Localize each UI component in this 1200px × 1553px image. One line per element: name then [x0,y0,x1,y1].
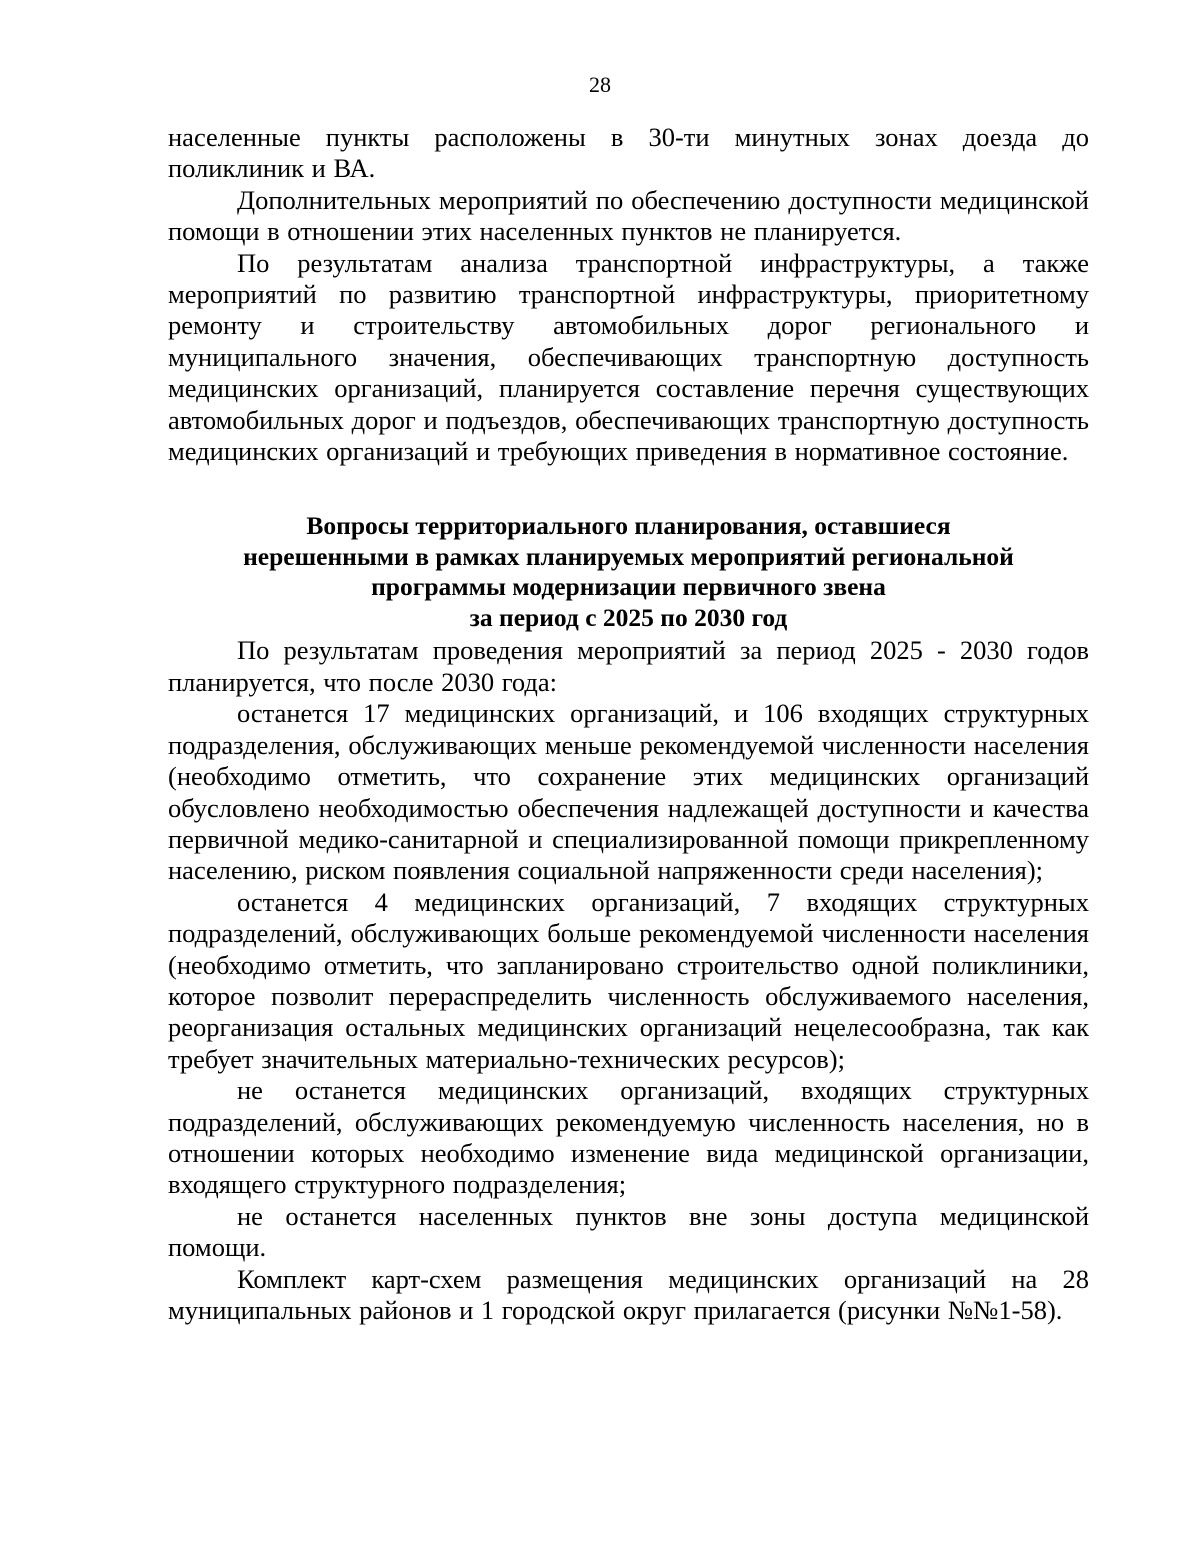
section-heading-line: Вопросы территориального планирования, оставшиеся [306,511,951,541]
paragraph-transport-analysis: По результатам анализа транспортной инфраструктуры, а также мероприятий по развитию транспортной инфраструктуры, приоритетному ремонту и строительству автомобильных дорог регионального и муниципального значения, обеспечивающих транспортную доступность медицинских организаций, планируется составление перечня существующих автомобильных дорог и подъездов, обеспечивающих транспортную доступность медицинских организаций и требующих приведения в нормативное состояние. [168,247,1089,467]
section-heading-line: нерешенными в рамках планируемых мероприятий региональной [243,541,1014,571]
paragraph-settlements-zones: населенные пункты расположены в 30-ти минутных зонах доезда до поликлиник и ВА. [168,122,1089,184]
section-heading-line: за период с 2025 по 2030 год [469,602,788,632]
list-item-no-type-change: не останется медицинских организаций, входящих структурных подразделений, обслуживающих рекомендуемую численность населения, но в отношении которых необходимо изменение вида медицинской организации, входящего структурного подразделения; [168,1075,1089,1200]
page-number: 28 [589,72,611,97]
document-body [168,122,1089,1326]
section-heading [168,511,1089,633]
list-item-4-organizations: останется 4 медицинских организаций, 7 входящих структурных подразделений, обслуживающих больше рекомендуемой численности населения (необходимо отметить, что запланировано строительство одной поликлиники, которое позволит перераспределить численность обслуживаемого населения, реорганизация остальных медицинских организаций нецелесообразна, так как требует значительных материально-технических ресурсов); [168,886,1089,1074]
list-item-17-organizations: останется 17 медицинских организаций, и 106 входящих структурных подразделения, обслуживающих меньше рекомендуемой численности населения (необходимо отметить, что сохранение этих медицинских организаций обусловлено необходимостью обеспечения надлежащей доступности и качества первичной медико-санитарной и специализированной помощи прикрепленному населению, риском появления социальной напряженности среди населения); [168,698,1089,886]
paragraph-no-additional-measures: Дополнительных мероприятий по обеспечению доступности медицинской помощи в отношении этих населенных пунктов не планируется. [168,184,1089,247]
section-heading-line: программы модернизации первичного звена [371,572,886,602]
list-item-no-settlements-outside: не останется населенных пунктов вне зоны доступа медицинской помощи. [168,1200,1089,1263]
paragraph-map-set: Комплект карт-схем размещения медицинских организаций на 28 муниципальных районов и 1 городской округ прилагается (рисунки №№1-58). [168,1263,1089,1325]
paragraph-results-intro: По результатам проведения мероприятий за период 2025 - 2030 годов планируется, что после 2030 года: [168,635,1089,697]
